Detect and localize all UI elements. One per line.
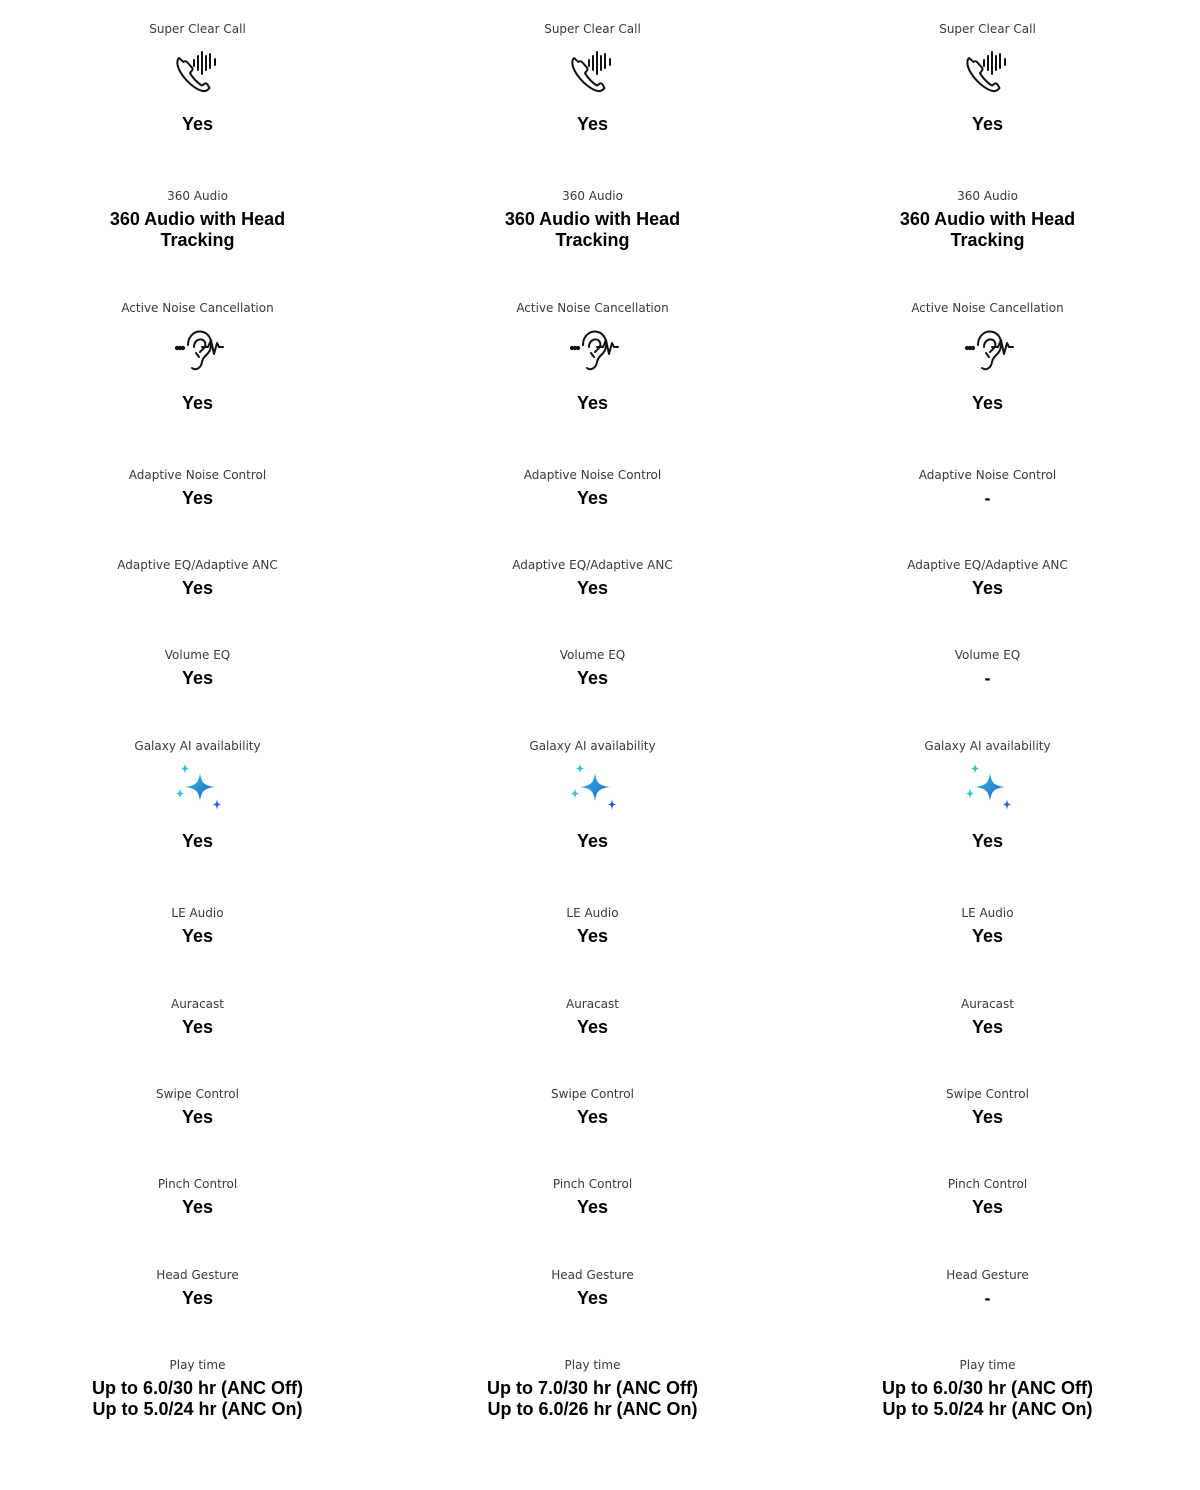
spec-label: Play time xyxy=(169,1358,226,1372)
spec-row xyxy=(395,301,790,414)
spec-row xyxy=(395,1177,790,1218)
spec-value: - xyxy=(984,668,991,688)
spec-row xyxy=(790,648,1185,689)
spec-label: Head Gesture xyxy=(551,1268,634,1282)
spec-label: Adaptive Noise Control xyxy=(128,468,267,482)
spec-label: Auracast xyxy=(170,997,224,1011)
spec-value: Yes xyxy=(181,114,214,134)
spec-row xyxy=(395,906,790,947)
spec-row xyxy=(395,997,790,1038)
spec-row xyxy=(0,468,395,509)
spec-value: Yes xyxy=(181,488,214,508)
spec-value: Yes xyxy=(971,114,1004,134)
spec-value: Up to 6.0/30 hr (ANC Off) Up to 5.0/24 hr (ANC On) xyxy=(91,1378,303,1419)
ear-noise-icon xyxy=(565,323,621,379)
spec-row xyxy=(790,301,1185,414)
spec-row xyxy=(395,22,790,135)
spec-row xyxy=(790,997,1185,1038)
spec-value: Yes xyxy=(576,393,609,413)
spec-label: Adaptive EQ/Adaptive ANC xyxy=(907,558,1068,572)
spec-label: Active Noise Cancellation xyxy=(911,301,1064,315)
spec-row xyxy=(790,189,1185,251)
spec-label: Super Clear Call xyxy=(544,22,641,36)
spec-row xyxy=(395,648,790,689)
spec-row xyxy=(395,1087,790,1128)
spec-value: Yes xyxy=(181,1107,214,1127)
spec-row xyxy=(0,997,395,1038)
spec-label: Head Gesture xyxy=(946,1268,1029,1282)
spec-value: Yes xyxy=(181,926,214,946)
galaxy-ai-sparkle-icon xyxy=(960,761,1016,817)
spec-label: Adaptive Noise Control xyxy=(918,468,1057,482)
spec-row xyxy=(790,22,1185,135)
spec-label: Adaptive EQ/Adaptive ANC xyxy=(512,558,673,572)
spec-value: Yes xyxy=(576,926,609,946)
spec-label: Pinch Control xyxy=(157,1177,238,1191)
spec-row xyxy=(395,558,790,599)
spec-row xyxy=(790,1268,1185,1309)
spec-label: Swipe Control xyxy=(551,1087,634,1101)
spec-row xyxy=(790,468,1185,509)
spec-row xyxy=(395,739,790,852)
phone-voice-icon xyxy=(170,44,226,100)
spec-row xyxy=(0,558,395,599)
spec-row xyxy=(790,739,1185,852)
spec-label: Galaxy AI availability xyxy=(529,739,656,753)
spec-label: Super Clear Call xyxy=(939,22,1036,36)
spec-value: Yes xyxy=(971,393,1004,413)
spec-value: Yes xyxy=(181,578,214,598)
spec-label: 360 Audio xyxy=(167,189,228,203)
spec-value: 360 Audio with Head Tracking xyxy=(899,209,1076,250)
spec-label: LE Audio xyxy=(566,906,619,920)
spec-value: Yes xyxy=(971,831,1004,851)
spec-label: Volume EQ xyxy=(559,648,626,662)
spec-value: Yes xyxy=(576,831,609,851)
spec-value: Yes xyxy=(971,578,1004,598)
spec-value: Yes xyxy=(576,1288,609,1308)
product-column-3 xyxy=(790,0,1185,1490)
spec-label: Galaxy AI availability xyxy=(924,739,1051,753)
spec-row xyxy=(395,189,790,251)
spec-row xyxy=(395,468,790,509)
galaxy-ai-sparkle-icon xyxy=(565,761,621,817)
spec-label: Active Noise Cancellation xyxy=(516,301,669,315)
spec-row xyxy=(395,1358,790,1420)
spec-row xyxy=(0,1177,395,1218)
spec-label: 360 Audio xyxy=(957,189,1018,203)
product-column-1 xyxy=(0,0,395,1490)
spec-value: Yes xyxy=(576,1017,609,1037)
spec-label: Volume EQ xyxy=(954,648,1021,662)
spec-value: Yes xyxy=(971,1107,1004,1127)
spec-value: Yes xyxy=(181,1288,214,1308)
spec-value: Up to 7.0/30 hr (ANC Off) Up to 6.0/26 hr (ANC On) xyxy=(486,1378,698,1419)
spec-label: Pinch Control xyxy=(947,1177,1028,1191)
spec-label: Play time xyxy=(564,1358,621,1372)
spec-value: Yes xyxy=(971,926,1004,946)
phone-voice-icon xyxy=(565,44,621,100)
spec-label: Volume EQ xyxy=(164,648,231,662)
spec-value: 360 Audio with Head Tracking xyxy=(109,209,286,250)
spec-label: Head Gesture xyxy=(156,1268,239,1282)
product-column-2 xyxy=(395,0,790,1490)
spec-value: Yes xyxy=(971,1197,1004,1217)
spec-value: Yes xyxy=(576,578,609,598)
spec-value: Yes xyxy=(576,488,609,508)
ear-noise-icon xyxy=(170,323,226,379)
spec-row xyxy=(0,189,395,251)
spec-row xyxy=(395,1268,790,1309)
spec-row xyxy=(0,648,395,689)
spec-label: Adaptive Noise Control xyxy=(523,468,662,482)
spec-value: Yes xyxy=(181,1017,214,1037)
spec-value: Yes xyxy=(181,393,214,413)
spec-label: Active Noise Cancellation xyxy=(121,301,274,315)
spec-label: Galaxy AI availability xyxy=(134,739,261,753)
spec-row xyxy=(790,906,1185,947)
spec-value: Yes xyxy=(576,1107,609,1127)
spec-value: Yes xyxy=(181,668,214,688)
spec-row xyxy=(0,739,395,852)
ear-noise-icon xyxy=(960,323,1016,379)
spec-label: LE Audio xyxy=(961,906,1014,920)
spec-row xyxy=(790,1087,1185,1128)
spec-label: 360 Audio xyxy=(562,189,623,203)
spec-value: - xyxy=(984,488,991,508)
spec-value: Yes xyxy=(971,1017,1004,1037)
spec-row xyxy=(0,906,395,947)
spec-value: Yes xyxy=(181,1197,214,1217)
spec-label: Play time xyxy=(959,1358,1016,1372)
phone-voice-icon xyxy=(960,44,1016,100)
spec-label: LE Audio xyxy=(171,906,224,920)
spec-value: Yes xyxy=(576,114,609,134)
spec-label: Super Clear Call xyxy=(149,22,246,36)
spec-row xyxy=(790,558,1185,599)
spec-row xyxy=(0,22,395,135)
spec-row xyxy=(0,1087,395,1128)
spec-label: Swipe Control xyxy=(946,1087,1029,1101)
spec-row xyxy=(0,1268,395,1309)
spec-value: Yes xyxy=(181,831,214,851)
spec-value: Yes xyxy=(576,668,609,688)
galaxy-ai-sparkle-icon xyxy=(170,761,226,817)
spec-label: Swipe Control xyxy=(156,1087,239,1101)
spec-label: Auracast xyxy=(565,997,619,1011)
spec-value: 360 Audio with Head Tracking xyxy=(504,209,681,250)
spec-value: - xyxy=(984,1288,991,1308)
spec-label: Pinch Control xyxy=(552,1177,633,1191)
spec-row xyxy=(0,1358,395,1420)
spec-row xyxy=(790,1358,1185,1420)
spec-label: Adaptive EQ/Adaptive ANC xyxy=(117,558,278,572)
spec-row xyxy=(790,1177,1185,1218)
spec-value: Up to 6.0/30 hr (ANC Off) Up to 5.0/24 hr (ANC On) xyxy=(881,1378,1093,1419)
spec-value: Yes xyxy=(576,1197,609,1217)
spec-label: Auracast xyxy=(960,997,1014,1011)
spec-row xyxy=(0,301,395,414)
